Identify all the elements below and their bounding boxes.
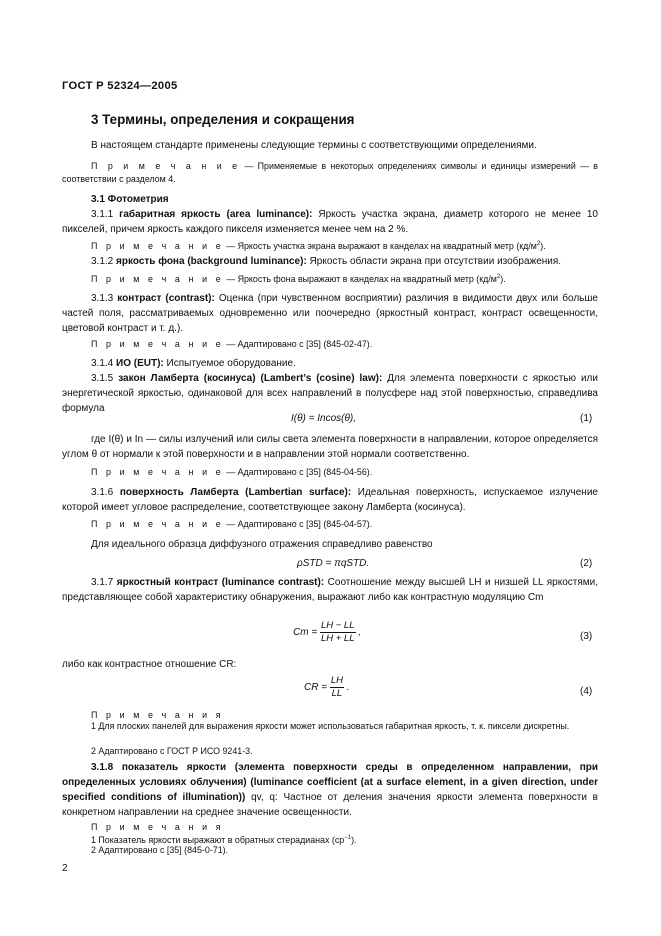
superscript: 2 (496, 274, 501, 280)
term-name: закон Ламберта (косинуса) (Lambert’s (cosine) law): (118, 373, 383, 384)
intro-paragraph: В настоящем стандарте применены следующие термины с соответствующими определениями. (91, 140, 537, 151)
term-definition: Для элемента поверхности с яркостью или энергетической яркостью, одинаковой для всех направлений в полусфере над этой поверхностью, справедлива формула (62, 373, 598, 414)
notes-label-3-1-7: П р и м е ч а н и я (91, 710, 224, 720)
note-text: — Применяемые в некоторых определениях символы и единицы измерений — в соответствии с разделом 4. (62, 161, 598, 184)
note-intro (62, 160, 598, 186)
note-label: П р и м е ч а н и е (91, 240, 224, 251)
equation-4 (304, 675, 350, 700)
equation-3 (293, 620, 361, 645)
term-name: контраст (contrast): (117, 293, 215, 304)
term-number: 3.1.7 (91, 577, 117, 588)
equation-lhs: CR = (304, 682, 328, 694)
subsection-title: 3.1 Фотометрия (91, 194, 169, 205)
superscript: 2 (536, 241, 541, 247)
term-name: ИО (EUT): (116, 358, 164, 369)
note-text: — Адаптировано с [35] (845-04-57). (223, 519, 373, 529)
term-name: габаритная яркость (area luminance): (119, 209, 313, 220)
fraction (330, 675, 344, 700)
term-definition: Яркость области экрана при отсутствии изображения. (306, 256, 562, 267)
equation-1-number: (1) (580, 413, 593, 424)
note-text: — Яркость участка экрана выражают в канделах на квадратный метр (кд/м (223, 240, 537, 251)
term-3-1-1 (62, 207, 598, 237)
section-title: 3 Термины, определения и сокращения (91, 112, 355, 127)
term-name: показатель яркости (элемента поверхности среды в определенном направлении, при определенных условиях облучения) (luminance coefficient (at a surface element, in a given direction, under specified conditions of illumination)) (62, 762, 598, 803)
term-number: 3.1.8 (91, 762, 122, 773)
note-close: ). (540, 240, 546, 251)
note-label: П р и м е ч а н и е (91, 467, 224, 477)
fraction-numerator: LH − LL (320, 620, 355, 631)
equation-lhs: Cm = (293, 627, 318, 639)
equation-2-number: (2) (580, 558, 593, 569)
equation-1: I(θ) = Inсos(θ), (291, 413, 357, 424)
term-3-1-6 (62, 485, 598, 515)
term-name: поверхность Ламберта (Lambertian surface): (119, 487, 352, 498)
notes-label-3-1-8: П р и м е ч а н и я (91, 822, 224, 832)
note-3-1-8-2: 2 Адаптировано с [35] (845-0-71). (91, 845, 229, 855)
term-definition: Оценка (при чувственном восприятии) различия в видимости двух или больше частей поля, рассматриваемых одновременно или поочередно (яркостный контраст, контраст освещенности, цветовой контраст и т. д.). (62, 293, 598, 334)
page-number: 2 (62, 863, 68, 874)
note-3-1-3 (62, 338, 598, 351)
term-3-1-8 (62, 760, 598, 820)
note-3-1-6 (62, 518, 598, 531)
note-close: ). (351, 834, 357, 845)
equation-3-number: (3) (580, 631, 593, 642)
term-number: 3.1.4 (91, 358, 117, 369)
note-3-1-2 (62, 271, 598, 286)
note-label: П р и м е ч а н и е (91, 273, 224, 284)
superscript: −1 (344, 835, 352, 841)
term-name: яркость фона (background luminance): (116, 256, 307, 267)
document-header: ГОСТ Р 52324—2005 (62, 80, 178, 92)
note-label: П р и м е ч а н и е (91, 519, 224, 529)
note-text: — Адаптировано с [35] (845-02-47). (223, 339, 373, 349)
note-text: — Адаптировано с [35] (845-04-56). (223, 467, 373, 477)
note-3-1-1 (62, 238, 598, 253)
term-number: 3.1.3 (91, 293, 118, 304)
diffuse-paragraph: Для идеального образца диффузного отражения справедливо равенство (91, 539, 433, 550)
fraction-numerator: LH (330, 675, 343, 686)
term-3-1-4 (62, 356, 598, 371)
note-3-1-5 (62, 466, 598, 479)
note-text: 1 Показатель яркости выражают в обратных стерадианах (ср (91, 834, 345, 845)
term-definition: qv, q: Частное от деления значения яркости элемента поверхности в конкретном направлении на среднее значение освещенности. (62, 792, 598, 818)
term-number: 3.1.1 (91, 209, 120, 220)
equation-2: ρSTD = πqSTD. (297, 558, 370, 569)
term-3-1-5 (62, 371, 598, 416)
term-3-1-2 (62, 254, 598, 269)
term-definition: Испытуемое оборудование. (163, 358, 296, 369)
term-definition: Соотношение между высшей LH и низшей LL яркостями, представляющее собой характеристику обнаружения, выражают либо как контрастную модуляцию Cm (62, 577, 598, 603)
note-label: П р и м е ч а н и е (91, 161, 241, 171)
equation-tail: . (346, 682, 350, 694)
term-name: яркостный контраст (luminance contrast): (116, 577, 325, 588)
fraction-denominator: LH + LL (320, 633, 355, 644)
fraction-denominator: LL (331, 688, 343, 699)
term-3-1-7 (62, 575, 598, 605)
contrast-ratio-paragraph: либо как контрастное отношение CR: (62, 659, 237, 670)
term-definition: Яркость участка экрана, диаметр которого не менее 10 пикселей, причем яркость каждого пикселя изменяется менее чем на 2 %. (62, 209, 598, 235)
where-paragraph-1: где I(θ) и In — силы излучений или силы света элемента поверхности в направлении, которое определяется углом θ от нормали к этой поверхности и в направлении этой нормали соответственно. (62, 434, 598, 460)
term-definition: Идеальная поверхность, испускаемое излучение которой имеет угловое распределение, соответствующее закону Ламберта (косинуса). (62, 487, 598, 513)
fraction (320, 620, 356, 645)
term-number: 3.1.5 (91, 373, 119, 384)
term-number: 3.1.2 (91, 256, 117, 267)
equation-4-number: (4) (580, 686, 593, 697)
term-number: 3.1.6 (91, 487, 120, 498)
note-3-1-7-1: 1 Для плоских панелей для выражения яркости может использоваться габаритная яркость, т. к. пиксели дискретны. (91, 721, 570, 731)
note-label: П р и м е ч а н и е (91, 339, 224, 349)
note-text: — Яркость фона выражают в канделах на квадратный метр (кд/м (223, 273, 497, 284)
equation-tail: , (358, 627, 362, 639)
note-3-1-7-2: 2 Адаптировано с ГОСТ Р ИСО 9241-3. (91, 746, 253, 756)
term-3-1-3 (62, 291, 598, 336)
note-close: ). (500, 273, 506, 284)
